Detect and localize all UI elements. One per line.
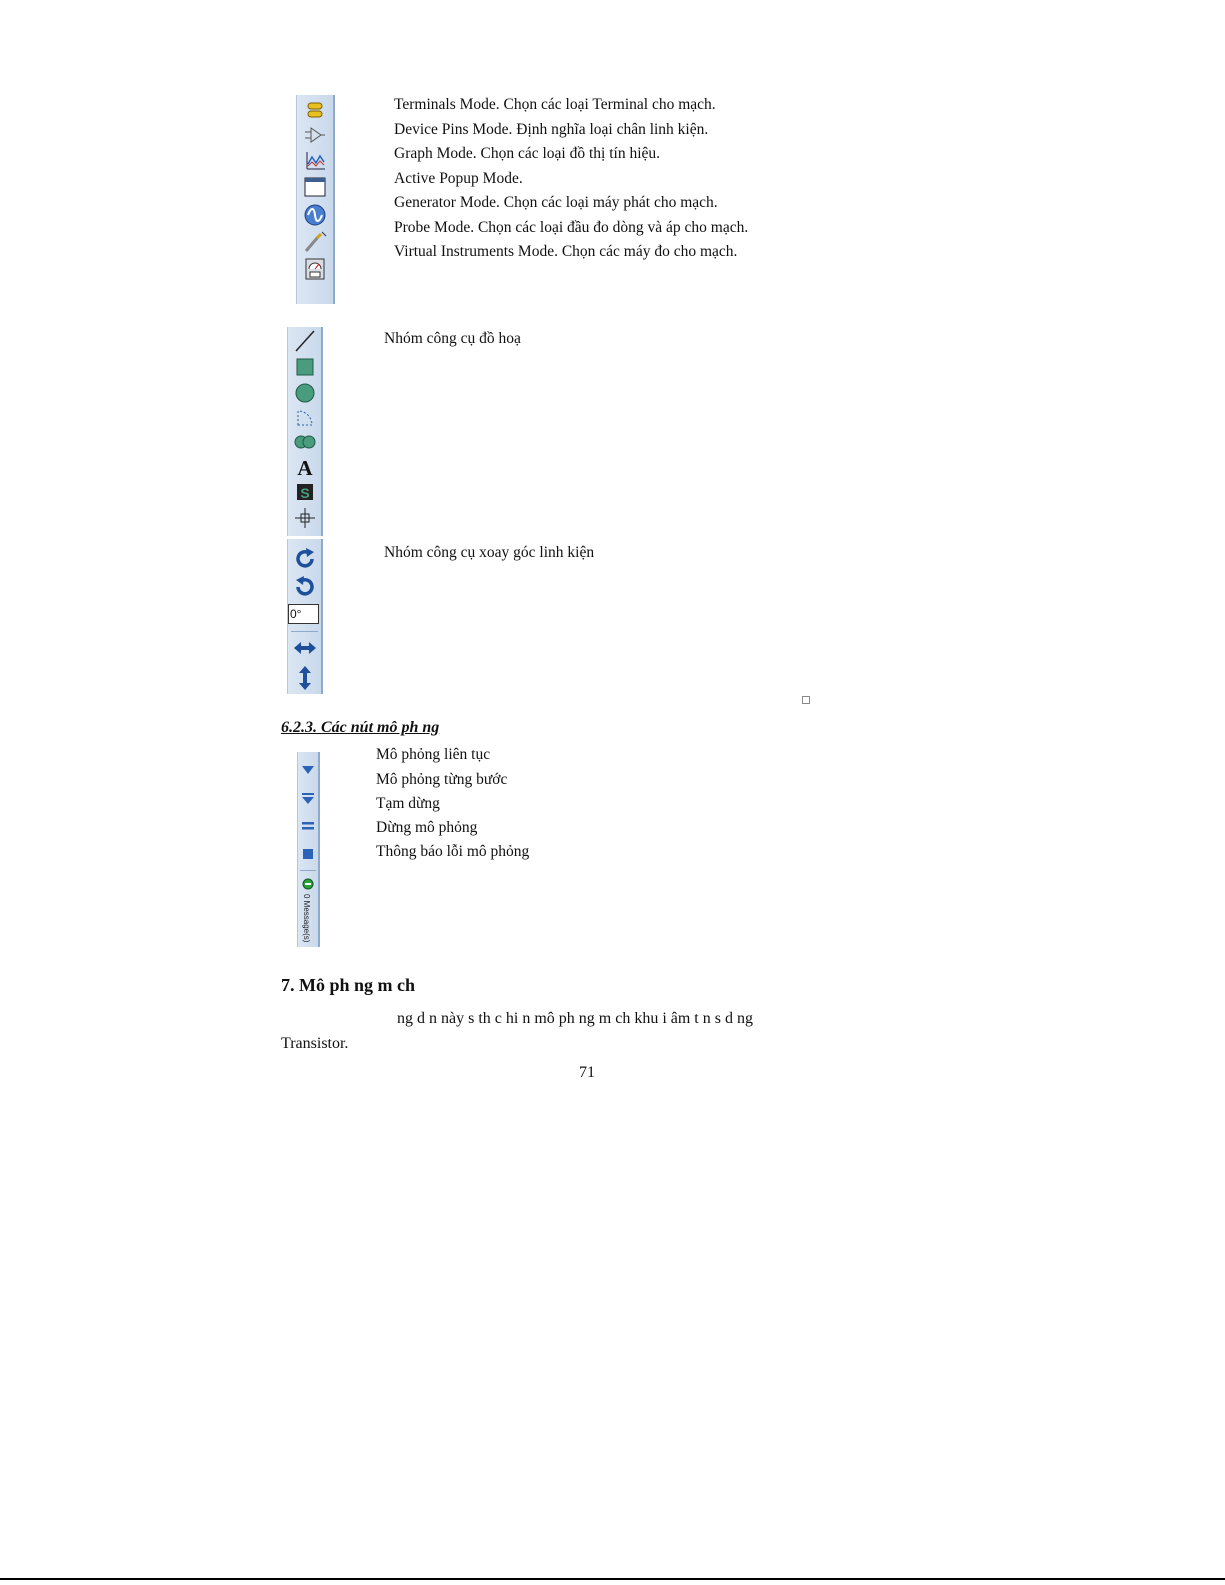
mirror-vertical-icon[interactable]: [296, 665, 314, 691]
mode-item-generator: Generator Mode. Chọn các loại máy phát cho mạch.: [394, 194, 718, 211]
virtual-instruments-mode-icon[interactable]: [304, 257, 326, 281]
rotate-toolbar: [287, 539, 323, 694]
body-line-2: Transistor.: [281, 1035, 349, 1052]
messages-label[interactable]: 0 Message(s): [302, 894, 311, 943]
graphics-group-label: Nhóm công cụ đồ hoạ: [384, 330, 521, 347]
svg-text:S: S: [299, 485, 310, 501]
mode-item-virtual-instruments: Virtual Instruments Mode. Chọn các máy đo cho mạch.: [394, 243, 738, 260]
stop-icon[interactable]: [301, 847, 315, 861]
device-pins-mode-icon[interactable]: [304, 125, 326, 145]
modes-toolbar: [296, 95, 335, 304]
terminals-mode-icon[interactable]: [305, 100, 325, 120]
toolbar-divider: [291, 631, 318, 632]
mode-item-graph: Graph Mode. Chọn các loại đồ thị tín hiệu.: [394, 145, 661, 162]
generator-mode-icon[interactable]: [303, 203, 327, 227]
mirror-horizontal-icon[interactable]: [293, 639, 317, 657]
graphics-toolbar: [287, 327, 323, 536]
section-heading-simulation-buttons: 6.2.3. Các nút mô ph ng: [281, 719, 440, 736]
pause-icon[interactable]: [301, 820, 315, 832]
play-icon[interactable]: [301, 764, 315, 776]
symbol-tool-icon[interactable]: [295, 482, 315, 502]
mode-item-active-popup: Active Popup Mode.: [394, 170, 523, 187]
mode-item-terminals: Terminals Mode. Chọn các loại Terminal cho mạch.: [394, 96, 716, 113]
sim-item-continuous: Mô phỏng liên tục: [376, 746, 491, 763]
message-status-icon[interactable]: [302, 878, 314, 890]
rotate-group-label: Nhóm công cụ xoay góc linh kiện: [384, 544, 595, 561]
rotate-anticlockwise-icon[interactable]: [293, 575, 317, 599]
mode-item-device-pins: Device Pins Mode. Định nghĩa loại chân linh kiện.: [394, 121, 709, 138]
step-icon[interactable]: [301, 792, 315, 806]
circle-tool-icon[interactable]: [294, 382, 316, 404]
divider: [300, 870, 316, 871]
sim-item-stop: Dừng mô phỏng: [376, 819, 478, 836]
sim-item-step: Mô phỏng từng bước: [376, 771, 508, 788]
active-popup-mode-icon[interactable]: [304, 177, 326, 197]
probe-mode-icon[interactable]: [303, 231, 327, 253]
rotation-angle-field[interactable]: [288, 604, 319, 624]
rotate-clockwise-icon[interactable]: [293, 547, 317, 571]
arc-tool-icon[interactable]: [295, 408, 315, 428]
rotation-angle-value: 0°: [290, 607, 302, 621]
mode-item-probe: Probe Mode. Chọn các loại đầu đo dòng và áp cho mạch.: [394, 219, 749, 236]
sim-item-pause: Tạm dừng: [376, 795, 440, 812]
box-tool-icon[interactable]: [295, 357, 315, 377]
svg-text:A: A: [296, 456, 313, 478]
sim-item-error-message: Thông báo lỗi mô phỏng: [376, 843, 530, 860]
body-line-1: ng d n này s th c hi n mô ph ng m ch khu i âm t n s d ng: [397, 1010, 753, 1027]
text-tool-icon[interactable]: [294, 456, 316, 478]
path-tool-icon[interactable]: [294, 433, 316, 451]
simulation-toolbar: [297, 752, 320, 947]
line-tool-icon[interactable]: [294, 329, 316, 353]
marker-tool-icon[interactable]: [294, 507, 316, 529]
page-number: 71: [579, 1064, 595, 1081]
small-square-mark: [802, 696, 810, 704]
section7-heading: 7. Mô ph ng m ch: [281, 975, 416, 995]
page-bottom-border: [0, 1578, 1225, 1580]
graph-mode-icon[interactable]: [304, 150, 326, 172]
